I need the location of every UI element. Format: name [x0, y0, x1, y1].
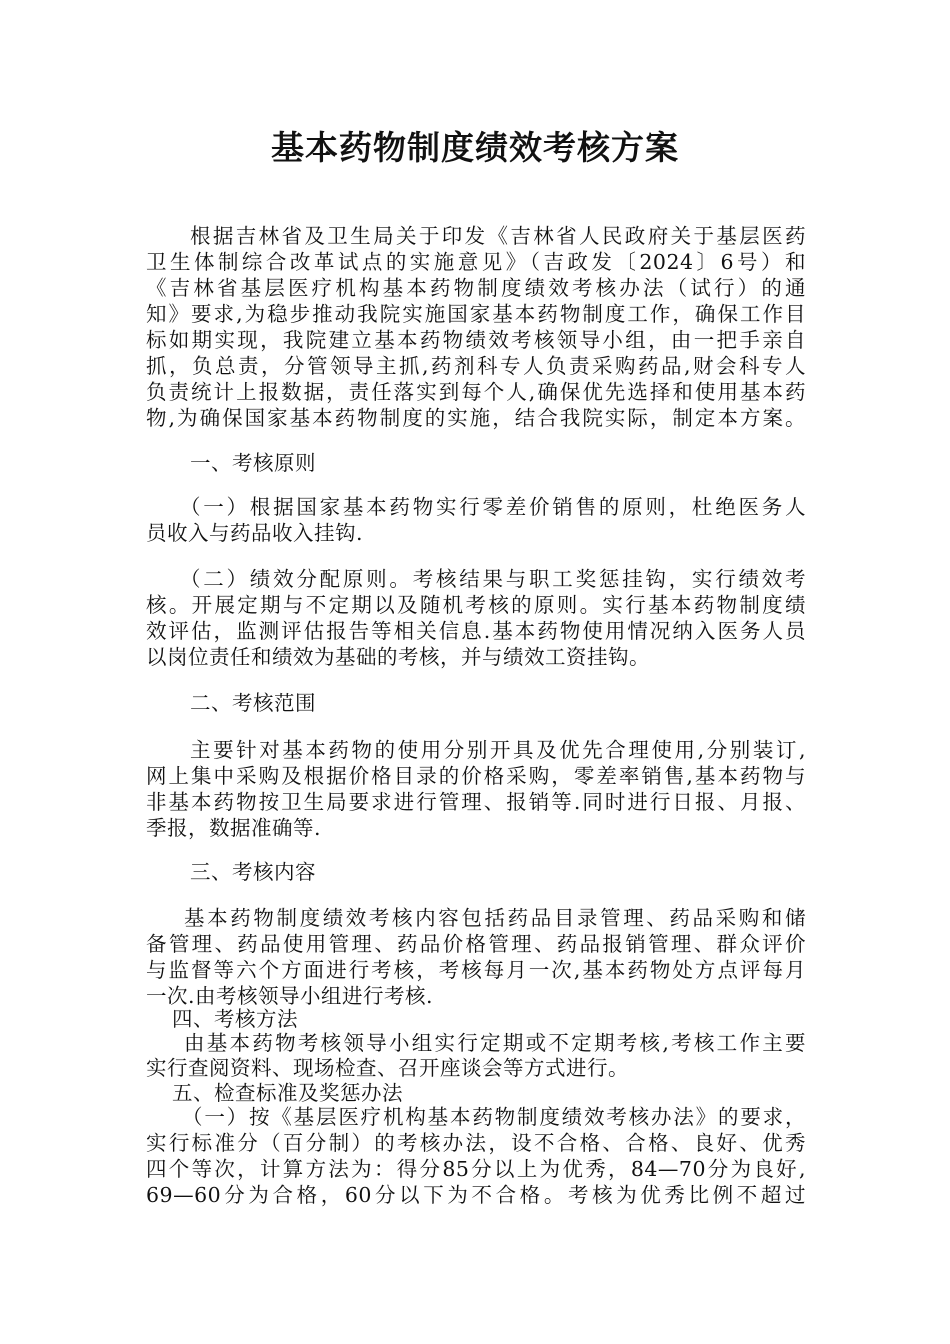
paragraph-line: 实行标准分（百分制）的考核办法，设不合格、合格、良好、优秀: [146, 1131, 806, 1155]
paragraph-line: 四个等次，计算方法为：得分85分以上为优秀，84—70分为良好,: [146, 1157, 806, 1181]
paragraph-line: 实行查阅资料、现场检查、召开座谈会等方式进行。: [146, 1056, 629, 1080]
section-heading: 三、考核内容: [190, 860, 316, 884]
paragraph-line: （一）按《基层医疗机构基本药物制度绩效考核办法》的要求，: [182, 1105, 806, 1129]
paragraph-line: 69—60分为合格，60分以下为不合格。考核为优秀比例不超过: [146, 1183, 806, 1207]
intro-line: 负责统计上报数据，责任落实到每个人,确保优先选择和使用基本药: [146, 380, 806, 404]
paragraph-line: 基本药物制度绩效考核内容包括药品目录管理、药品采购和储: [184, 906, 806, 930]
paragraph-line: 效评估，监测评估报告等相关信息.基本药物使用情况纳入医务人员: [146, 619, 806, 643]
document-title: 基本药物制度绩效考核方案: [271, 128, 679, 167]
paragraph-line: 备管理、药品使用管理、药品价格管理、药品报销管理、群众评价: [146, 932, 806, 956]
intro-line: 根据吉林省及卫生局关于印发《吉林省人民政府关于基层医药: [190, 224, 806, 248]
paragraph-line: （一）根据国家基本药物实行零差价销售的原则，杜绝医务人: [180, 495, 806, 519]
paragraph-line: 网上集中采购及根据价格目录的价格采购，零差率销售,基本药物与: [146, 764, 806, 788]
section-heading: 四、考核方法: [172, 1007, 298, 1031]
section-heading: 二、考核范围: [190, 691, 316, 715]
paragraph-line: 与监督等六个方面进行考核，考核每月一次,基本药物处方点评每月: [146, 958, 806, 982]
section-heading: 一、考核原则: [190, 451, 316, 475]
intro-line: 标如期实现，我院建立基本药物绩效考核领导小组，由一把手亲自: [146, 328, 806, 352]
section-heading: 五、检查标准及奖惩办法: [172, 1081, 403, 1105]
intro-line: 抓，负总责，分管领导主抓,药剂科专人负责采购药品,财会科专人: [146, 354, 806, 378]
paragraph-line: （二）绩效分配原则。考核结果与职工奖惩挂钩，实行绩效考: [180, 567, 806, 591]
paragraph-line: 非基本药物按卫生局要求进行管理、报销等.同时进行日报、月报、: [146, 790, 806, 814]
paragraph-line: 主要针对基本药物的使用分别开具及优先合理使用,分别装订,: [190, 738, 806, 762]
paragraph-line: 季报，数据准确等.: [146, 816, 322, 840]
paragraph-line: 一次.由考核领导小组进行考核.: [146, 984, 434, 1008]
intro-line: 《吉林省基层医疗机构基本药物制度绩效考核办法（试行）的通: [146, 276, 806, 300]
paragraph-line: 由基本药物考核领导小组实行定期或不定期考核,考核工作主要: [184, 1031, 806, 1055]
paragraph-line: 员收入与药品收入挂钩.: [146, 521, 364, 545]
paragraph-line: 以岗位责任和绩效为基础的考核，并与绩效工资挂钩。: [146, 645, 650, 669]
paragraph-line: 核。开展定期与不定期以及随机考核的原则。实行基本药物制度绩: [146, 593, 806, 617]
intro-line: 知》要求,为稳步推动我院实施国家基本药物制度工作，确保工作目: [146, 302, 806, 326]
intro-line: 卫生体制综合改革试点的实施意见》（吉政发〔2024〕6号）和: [146, 250, 806, 274]
intro-line: 物,为确保国家基本药物制度的实施，结合我院实际，制定本方案。: [146, 406, 806, 430]
